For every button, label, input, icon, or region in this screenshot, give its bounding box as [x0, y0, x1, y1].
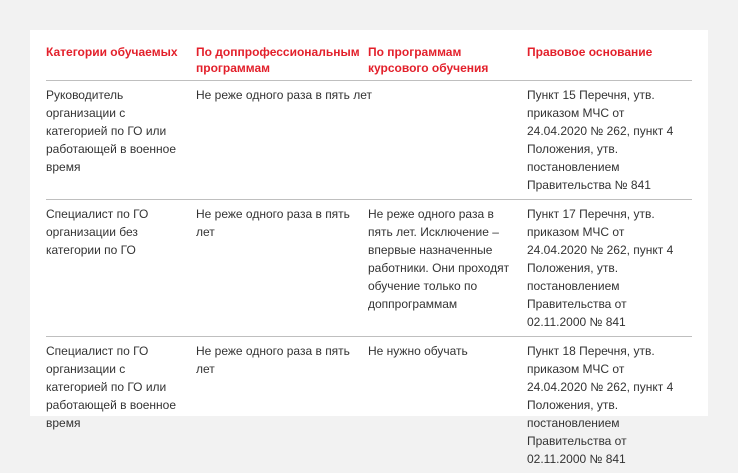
cell-basis: Пункт 18 Перечня, утв. приказом МЧС от 24.04.2020 № 262, пункт 4 Положения, утв. постановлением Правительства от 02.11.2000 № 841	[527, 337, 692, 473]
table-header-row	[46, 42, 692, 81]
cell-basis: Пункт 15 Перечня, утв. приказом МЧС от 24.04.2020 № 262, пункт 4 Положения, утв. постановлением Правительства № 841	[527, 81, 692, 200]
table-row	[46, 200, 692, 337]
header-categories: Категории обучаемых	[46, 42, 196, 81]
table-row	[46, 337, 692, 473]
cell-dpp: Не реже одного раза в пять лет	[196, 200, 368, 337]
cell-course: Не нужно обучать	[368, 337, 527, 473]
header-dpp: По доппрофессиональным программам	[196, 42, 368, 81]
training-table	[46, 42, 692, 473]
cell-category: Специалист по ГО организации без категории по ГО	[46, 200, 196, 337]
cell-dpp: Не реже одного раза в пять лет	[196, 81, 527, 200]
cell-course: Не реже одного раза в пять лет. Исключение – впервые назначенные работники. Они проходят обучение только по доппрограммам	[368, 200, 527, 337]
table-row	[46, 81, 692, 200]
cell-dpp: Не реже одного раза в пять лет	[196, 337, 368, 473]
cell-basis: Пункт 17 Перечня, утв. приказом МЧС от 24.04.2020 № 262, пункт 4 Положения, утв. постановлением Правительства от 02.11.2000 № 841	[527, 200, 692, 337]
table-card	[30, 30, 708, 416]
header-basis: Правовое основание	[527, 42, 692, 81]
header-course: По программам курсового обучения	[368, 42, 527, 81]
cell-category: Руководитель организации с категорией по ГО или работающей в военное время	[46, 81, 196, 200]
cell-category: Специалист по ГО организации с категорией по ГО или работающей в военное время	[46, 337, 196, 473]
